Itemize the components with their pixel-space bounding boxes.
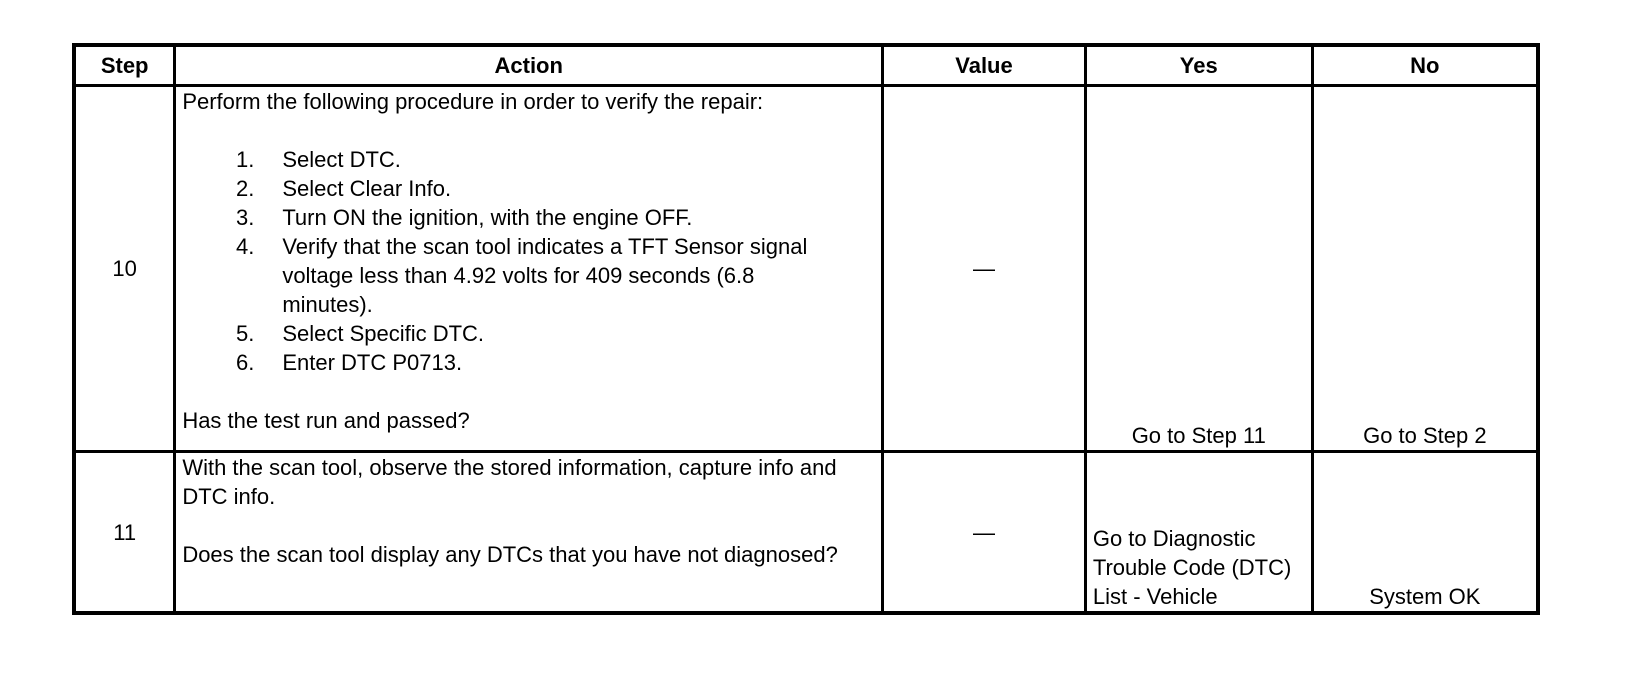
procedure-text: Enter DTC P0713. (282, 350, 463, 375)
procedure-list (182, 145, 875, 377)
table-row (74, 86, 1538, 452)
no-cell: System OK (1312, 452, 1538, 614)
procedure-text: Turn ON the ignition, with the engine OFF. (282, 205, 693, 230)
procedure-number: 4. (235, 234, 255, 259)
header-step: Step (74, 45, 175, 86)
action-question: Has the test run and passed? (182, 408, 470, 433)
procedure-text: Select Specific DTC. (282, 321, 485, 346)
no-cell: Go to Step 2 (1312, 86, 1538, 452)
procedure-number: 3. (235, 205, 255, 230)
header-row (74, 45, 1538, 86)
step-number: 11 (74, 452, 175, 614)
procedure-number: 6. (235, 350, 255, 375)
procedure-text: Select Clear Info. (282, 176, 452, 201)
header-no: No (1312, 45, 1538, 86)
step-number: 10 (74, 86, 175, 452)
procedure-item (182, 203, 875, 232)
procedure-item (182, 174, 875, 203)
procedure-number: 2. (235, 176, 255, 201)
action-cell (175, 86, 883, 452)
yes-cell: Go to Diagnostic Trouble Code (DTC) List - Vehicle (1085, 452, 1312, 614)
procedure-number: 1. (235, 147, 255, 172)
action-intro: With the scan tool, observe the stored information, capture info and DTC info. (182, 455, 837, 509)
procedure-number: 5. (235, 321, 255, 346)
procedure-item (182, 319, 875, 348)
procedure-text: Verify that the scan tool indicates a TFT Sensor signal voltage less than 4.92 volts for 409 seconds (6.8 minutes). (282, 234, 808, 317)
action-cell (175, 452, 883, 614)
yes-cell: Go to Step 11 (1085, 86, 1312, 452)
action-question: Does the scan tool display any DTCs that you have not diagnosed? (182, 542, 838, 567)
procedure-item (182, 348, 875, 377)
header-yes: Yes (1085, 45, 1312, 86)
procedure-item (182, 145, 875, 174)
header-value: Value (883, 45, 1086, 86)
procedure-text: Select DTC. (282, 147, 401, 172)
table-row (74, 452, 1538, 614)
header-action: Action (175, 45, 883, 86)
value-cell: — (883, 452, 1086, 614)
value-cell: — (883, 86, 1086, 452)
procedure-item (182, 232, 875, 319)
action-intro: Perform the following procedure in order to verify the repair: (182, 89, 764, 114)
diagnostic-table (72, 43, 1540, 615)
